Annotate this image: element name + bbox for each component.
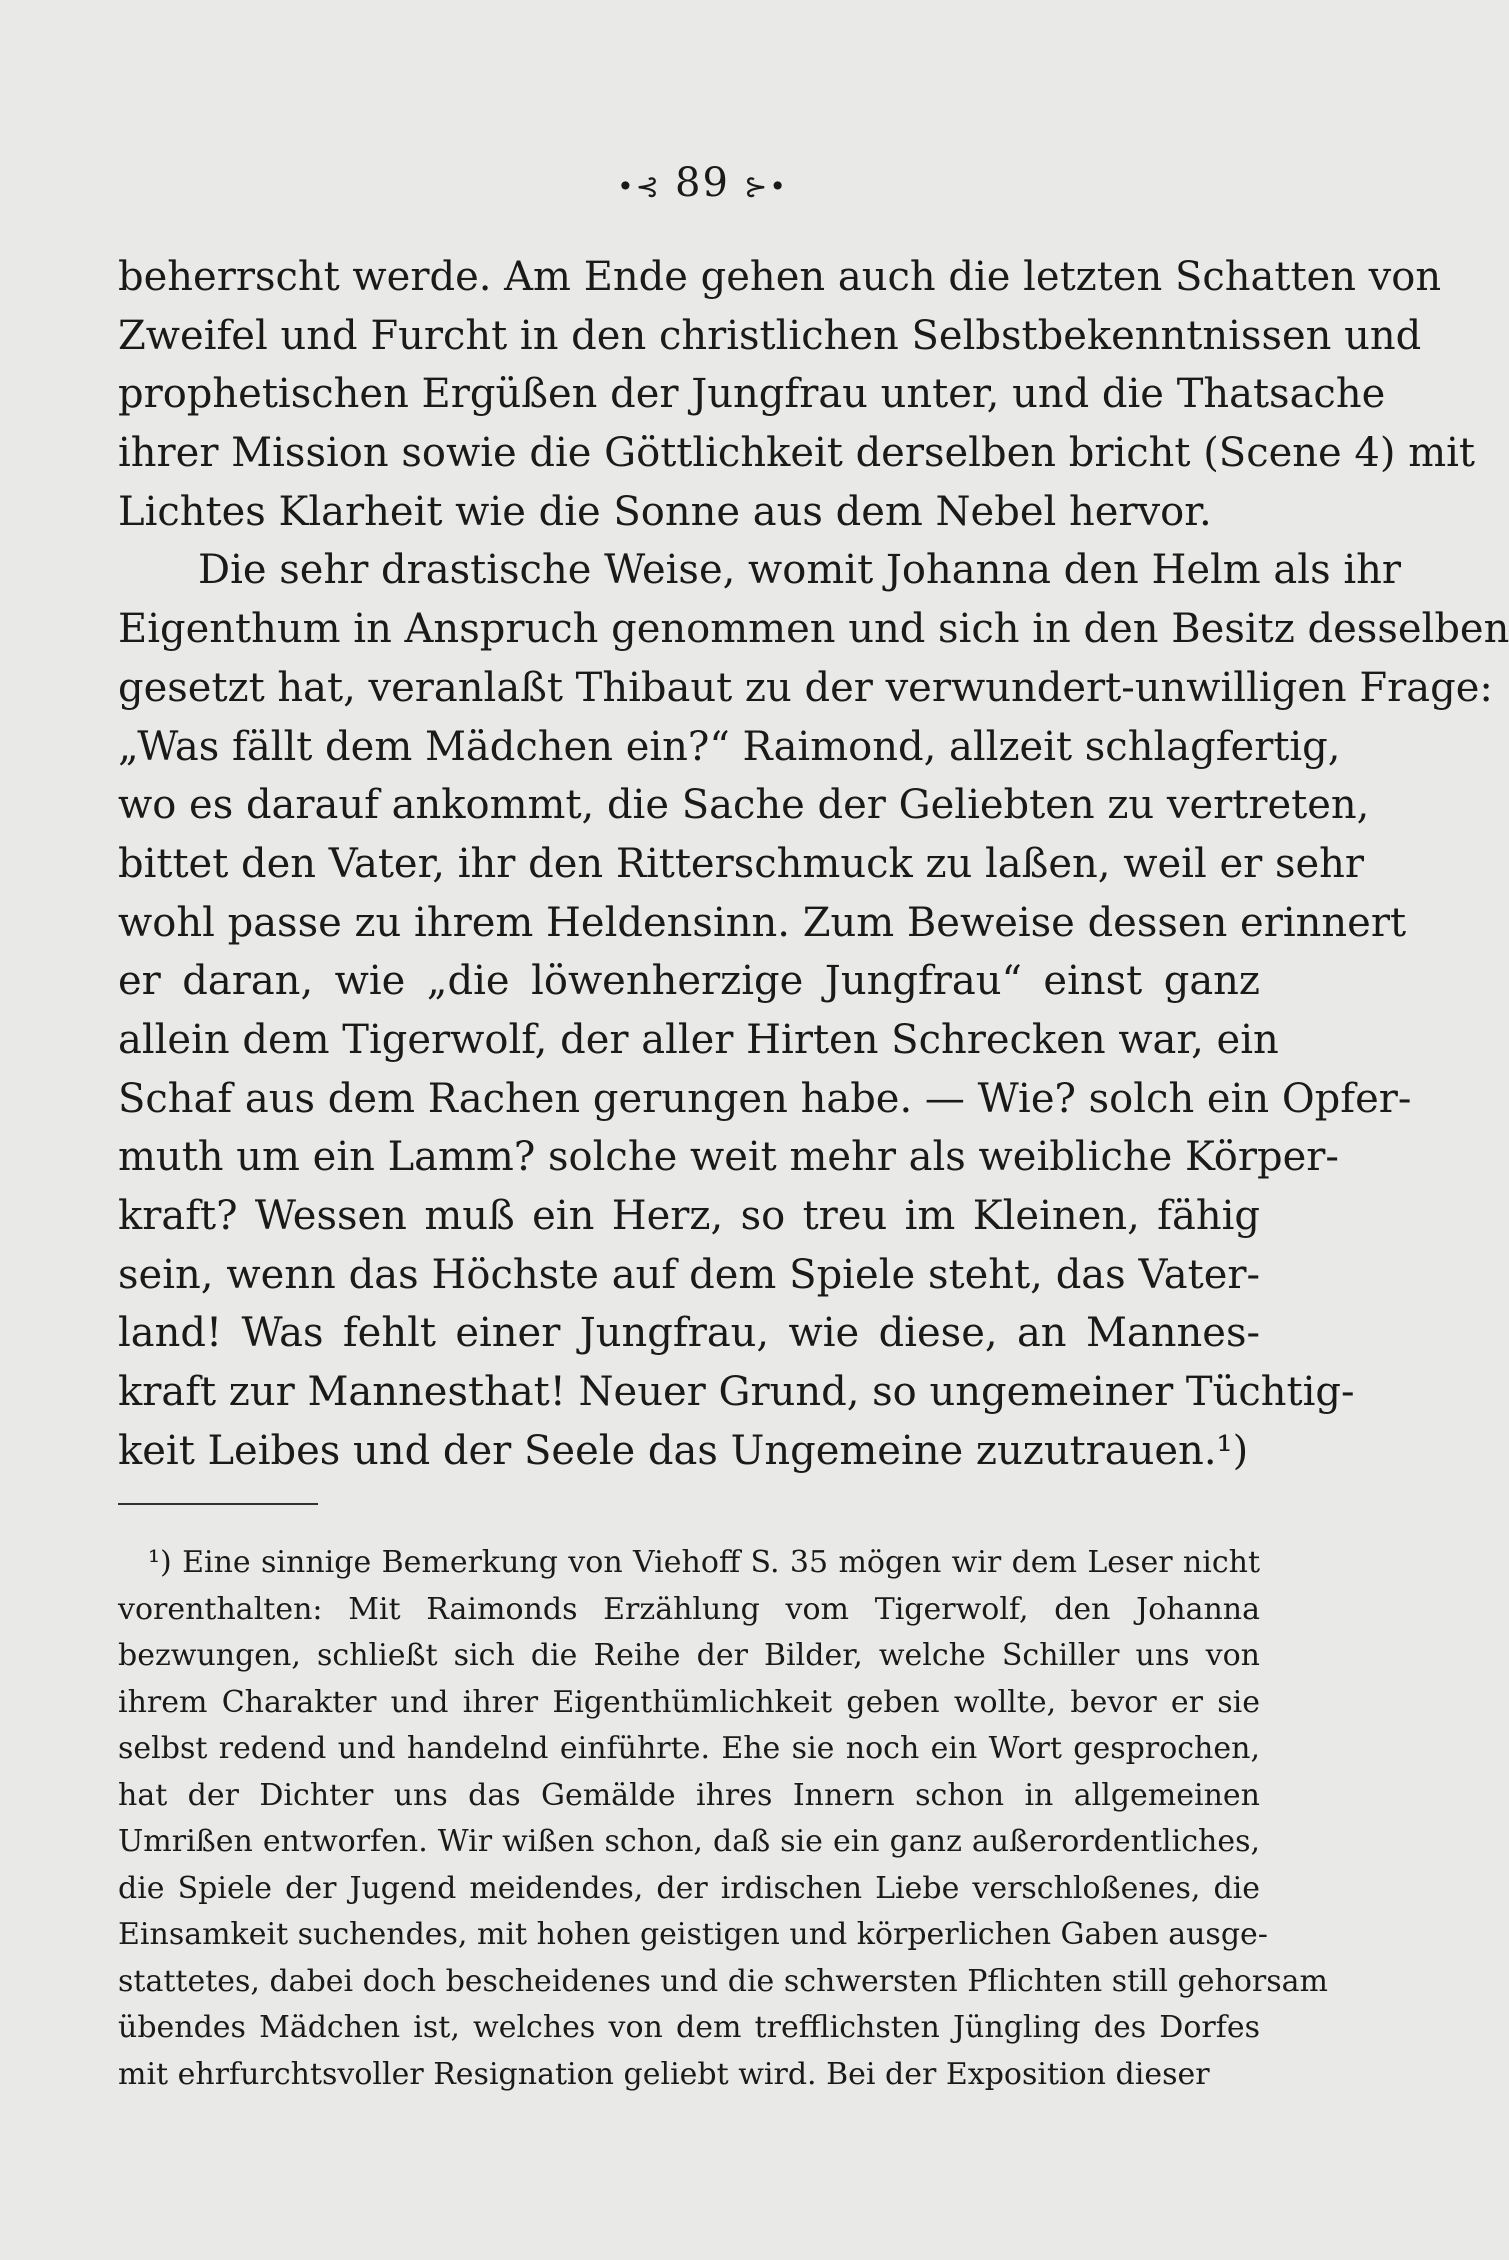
- text-line: Die sehr drastische Weise, womit Johanna den Helm als ihr: [198, 547, 1401, 594]
- text-line: Zweifel und Furcht in den christlichen Selbstbekenntnissen und: [118, 312, 1422, 359]
- text-line: sein, wenn das Höchste auf dem Spiele steht, das Vater-: [118, 1251, 1260, 1298]
- text-line: land! Was fehlt einer Jungfrau, wie diese, an Mannes-: [118, 1310, 1260, 1357]
- text-line: Eigenthum in Anspruch genommen und sich in den Besitz desselben: [118, 606, 1509, 653]
- footnote-line: ¹) Eine sinnige Bemerkung von Viehoff S. 35 mögen wir dem Leser nicht: [148, 1545, 1260, 1580]
- main-text: [118, 248, 1509, 1480]
- footnote-line: mit ehrfurchtsvoller Resignation geliebt wird. Bei der Exposition dieser: [118, 2056, 1210, 2092]
- page-header: [0, 160, 1405, 206]
- text-line: kraft zur Mannesthat! Neuer Grund, so ungemeiner Tüchtig-: [118, 1369, 1355, 1416]
- text-line: Schaf aus dem Rachen gerungen habe. — Wie? solch ein Opfer-: [118, 1075, 1412, 1122]
- footnote-line: Umrißen entworfen. Wir wißen schon, daß sie ein ganz außerordentliches,: [118, 1824, 1260, 1859]
- footnote: [118, 1540, 1328, 2098]
- text-line: „Was fällt dem Mädchen ein?“ Raimond, allzeit schlagfertig,: [118, 723, 1341, 770]
- text-line: bittet den Vater, ihr den Ritterschmuck zu laßen, weil er sehr: [118, 840, 1365, 887]
- footnote-line: hat der Dichter uns das Gemälde ihres Innern schon in allgemeinen: [118, 1777, 1260, 1813]
- footnote-line: Einsamkeit suchendes, mit hohen geistigen und körperlichen Gaben ausge-: [118, 1917, 1268, 1952]
- footnote-line: selbst redend und handelnd einführte. Ehe sie noch ein Wort gesprochen,: [118, 1731, 1260, 1766]
- text-line: kraft? Wessen muß ein Herz, so treu im Kleinen, fähig: [118, 1193, 1260, 1239]
- text-line: gesetzt hat, veranlaßt Thibaut zu der verwundert-unwilligen Frage:: [118, 664, 1493, 711]
- text-line: er daran, wie „die löwenherzige Jungfrau“ einst ganz: [118, 958, 1260, 1005]
- text-line: muth um ein Lamm? solche weit mehr als weibliche Körper-: [118, 1134, 1339, 1181]
- footnote-line: ihrem Charakter und ihrer Eigenthümlichkeit geben wollte, bevor er sie: [118, 1684, 1260, 1720]
- text-line: wohl passe zu ihrem Heldensinn. Zum Beweise dessen erinnert: [118, 899, 1407, 946]
- text-line: keit Leibes und der Seele das Ungemeine zuzutrauen.¹): [118, 1427, 1249, 1474]
- text-line: Lichtes Klarheit wie die Sonne aus dem Nebel hervor.: [118, 488, 1212, 535]
- ornament-left-icon: •⊰: [617, 169, 662, 203]
- page-number: 89: [675, 160, 730, 206]
- text-line: wo es darauf ankommt, die Sache der Geliebten zu vertreten,: [118, 782, 1370, 829]
- footnote-line: übendes Mädchen ist, welches von dem trefflichsten Jüngling des Dorfes: [118, 2010, 1260, 2045]
- text-line: beherrscht werde. Am Ende gehen auch die letzten Schatten von: [118, 254, 1442, 300]
- footnote-line: stattetes, dabei doch bescheidenes und die schwersten Pflichten still gehorsam: [118, 1963, 1328, 1999]
- footnote-line: vorenthalten: Mit Raimonds Erzählung vom Tigerwolf, den Johanna: [118, 1591, 1260, 1627]
- text-line: allein dem Tigerwolf, der aller Hirten Schrecken war, ein: [118, 1016, 1279, 1063]
- ornament-right-icon: ⊱•: [743, 169, 788, 203]
- text-line: prophetischen Ergüßen der Jungfrau unter, und die Thatsache: [118, 371, 1386, 418]
- footnote-line: die Spiele der Jugend meidendes, der irdischen Liebe verschloßenes, die: [118, 1870, 1260, 1906]
- footnote-line: bezwungen, schließt sich die Reihe der Bilder, welche Schiller uns von: [118, 1638, 1260, 1673]
- text-line: ihrer Mission sowie die Göttlichkeit derselben bricht (Scene 4) mit: [118, 430, 1475, 477]
- footnote-divider: [118, 1503, 318, 1505]
